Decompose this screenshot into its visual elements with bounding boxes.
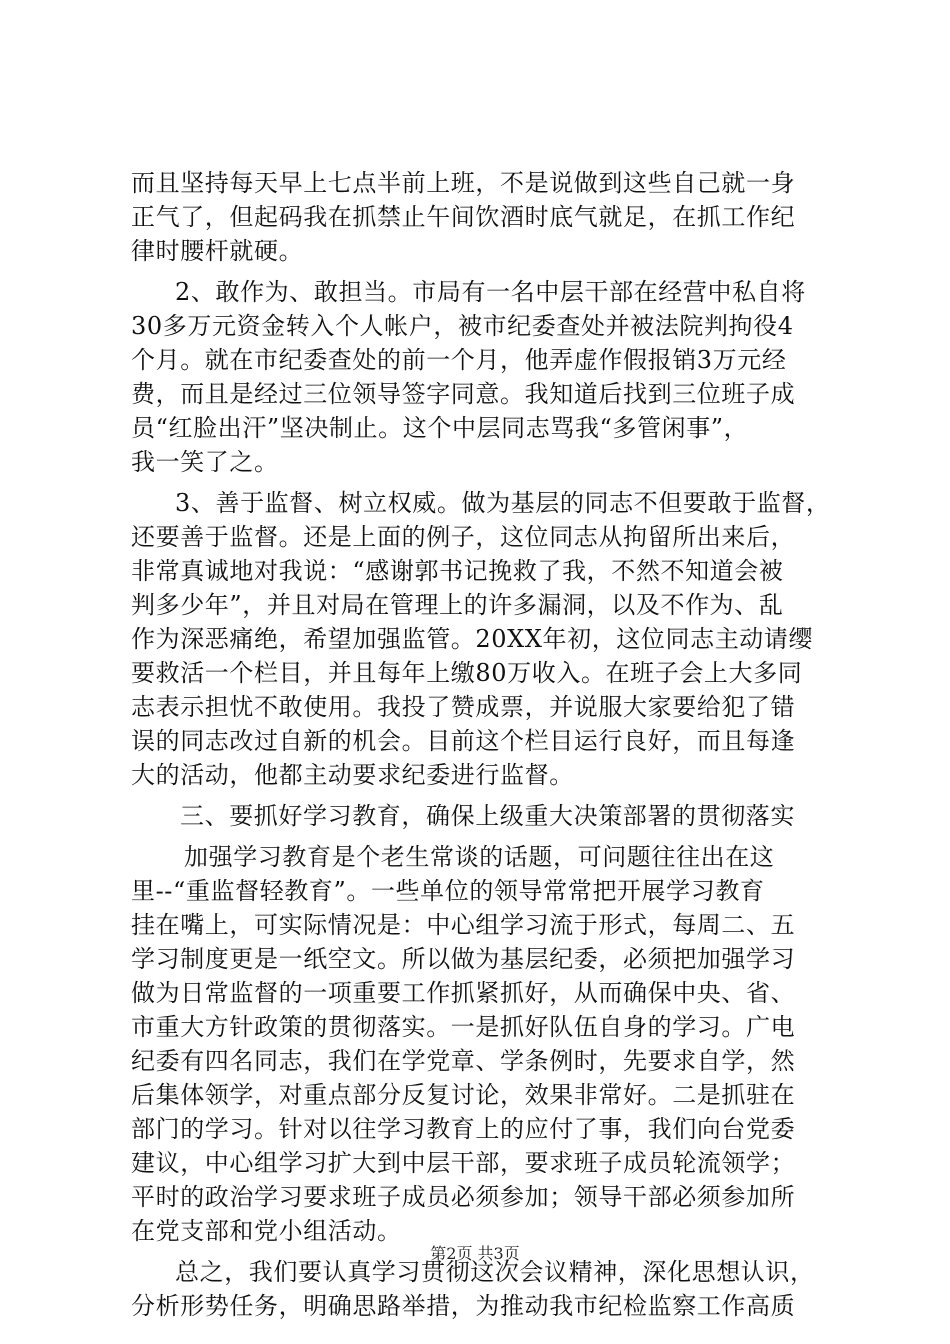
- text-line: 后集体领学，对重点部分反复讨论，效果非常好。二是抓驻在: [131, 1081, 796, 1109]
- text-line: 费，而且是经过三位领导签字同意。我知道后找到三位班子成: [131, 380, 796, 408]
- text-line: 大的活动，他都主动要求纪委进行监督。: [131, 761, 574, 789]
- text-line: 做为日常监督的一项重要工作抓紧抓好，从而确保中央、省、: [131, 979, 796, 1007]
- section-heading: 三、要抓好学习教育，确保上级重大决策部署的贯彻落实: [180, 802, 795, 830]
- text-line: 判多少年”，并且对局在管理上的许多漏洞，以及不作为、乱: [131, 591, 784, 619]
- text-line: 2、敢作为、敢担当。市局有一名中层干部在经营中私自将: [175, 278, 806, 306]
- text-line: 加强学习教育是个老生常谈的话题，可问题往往出在这: [184, 843, 775, 871]
- text-line: 总之，我们要认真学习贯彻这次会议精神，深化思想认识，: [175, 1258, 815, 1286]
- text-line: 分析形势任务，明确思路举措，为推动我市纪检监察工作高质: [131, 1292, 796, 1320]
- text-line: 建议，中心组学习扩大到中层干部，要求班子成员轮流领学；: [131, 1149, 796, 1177]
- text-line: 律时腰杆就硬。: [131, 237, 304, 265]
- text-line: 误的同志改过自新的机会。目前这个栏目运行良好，而且每逢: [131, 727, 796, 755]
- text-line: 要救活一个栏目，并且每年上缴80万收入。在班子会上大多同: [131, 659, 803, 687]
- text-line: 志表示担忧不敢使用。我投了赞成票，并说服大家要给犯了错: [131, 693, 796, 721]
- text-line: 平时的政治学习要求班子成员必须参加；领导干部必须参加所: [131, 1183, 796, 1211]
- text-line: 纪委有四名同志，我们在学党章、学条例时，先要求自学，然: [131, 1047, 796, 1075]
- text-line: 在党支部和党小组活动。: [131, 1217, 402, 1245]
- page-number-footer: 第2页 共3页: [430, 1244, 520, 1263]
- text-line: 作为深恶痛绝，希望加强监管。20XX年初，这位同志主动请缨: [131, 625, 814, 653]
- text-line: 市重大方针政策的贯彻落实。一是抓好队伍自身的学习。广电: [131, 1013, 796, 1041]
- text-line: 30多万元资金转入个人帐户，被市纪委查处并被法院判拘役4: [131, 312, 794, 340]
- text-line: 正气了，但起码我在抓禁止午间饮酒时底气就足，在抓工作纪: [131, 203, 796, 231]
- text-line: 个月。就在市纪委查处的前一个月，他弄虚作假报销3万元经: [131, 346, 787, 374]
- text-line: 里--“重监督轻教育”。一些单位的领导常常把开展学习教育: [131, 877, 765, 905]
- text-line: 学习制度更是一纸空文。所以做为基层纪委，必须把加强学习: [131, 945, 796, 973]
- text-line: 挂在嘴上，可实际情况是：中心组学习流于形式，每周二、五: [131, 911, 796, 939]
- text-line: 部门的学习。针对以往学习教育上的应付了事，我们向台党委: [131, 1115, 796, 1143]
- text-line: 员“红脸出汗”坚决制止。这个中层同志骂我“多管闲事”，: [131, 414, 749, 442]
- text-line: 还要善于监督。还是上面的例子，这位同志从拘留所出来后，: [131, 523, 796, 551]
- text-line: 我一笑了之。: [131, 448, 279, 476]
- text-line: 而且坚持每天早上七点半前上班，不是说做到这些自己就一身: [131, 169, 796, 197]
- text-line: 3、善于监督、树立权威。做为基层的同志不但要敢于监督，: [175, 489, 831, 517]
- text-line: 非常真诚地对我说：“感谢郭书记挽救了我，不然不知道会被: [131, 557, 784, 585]
